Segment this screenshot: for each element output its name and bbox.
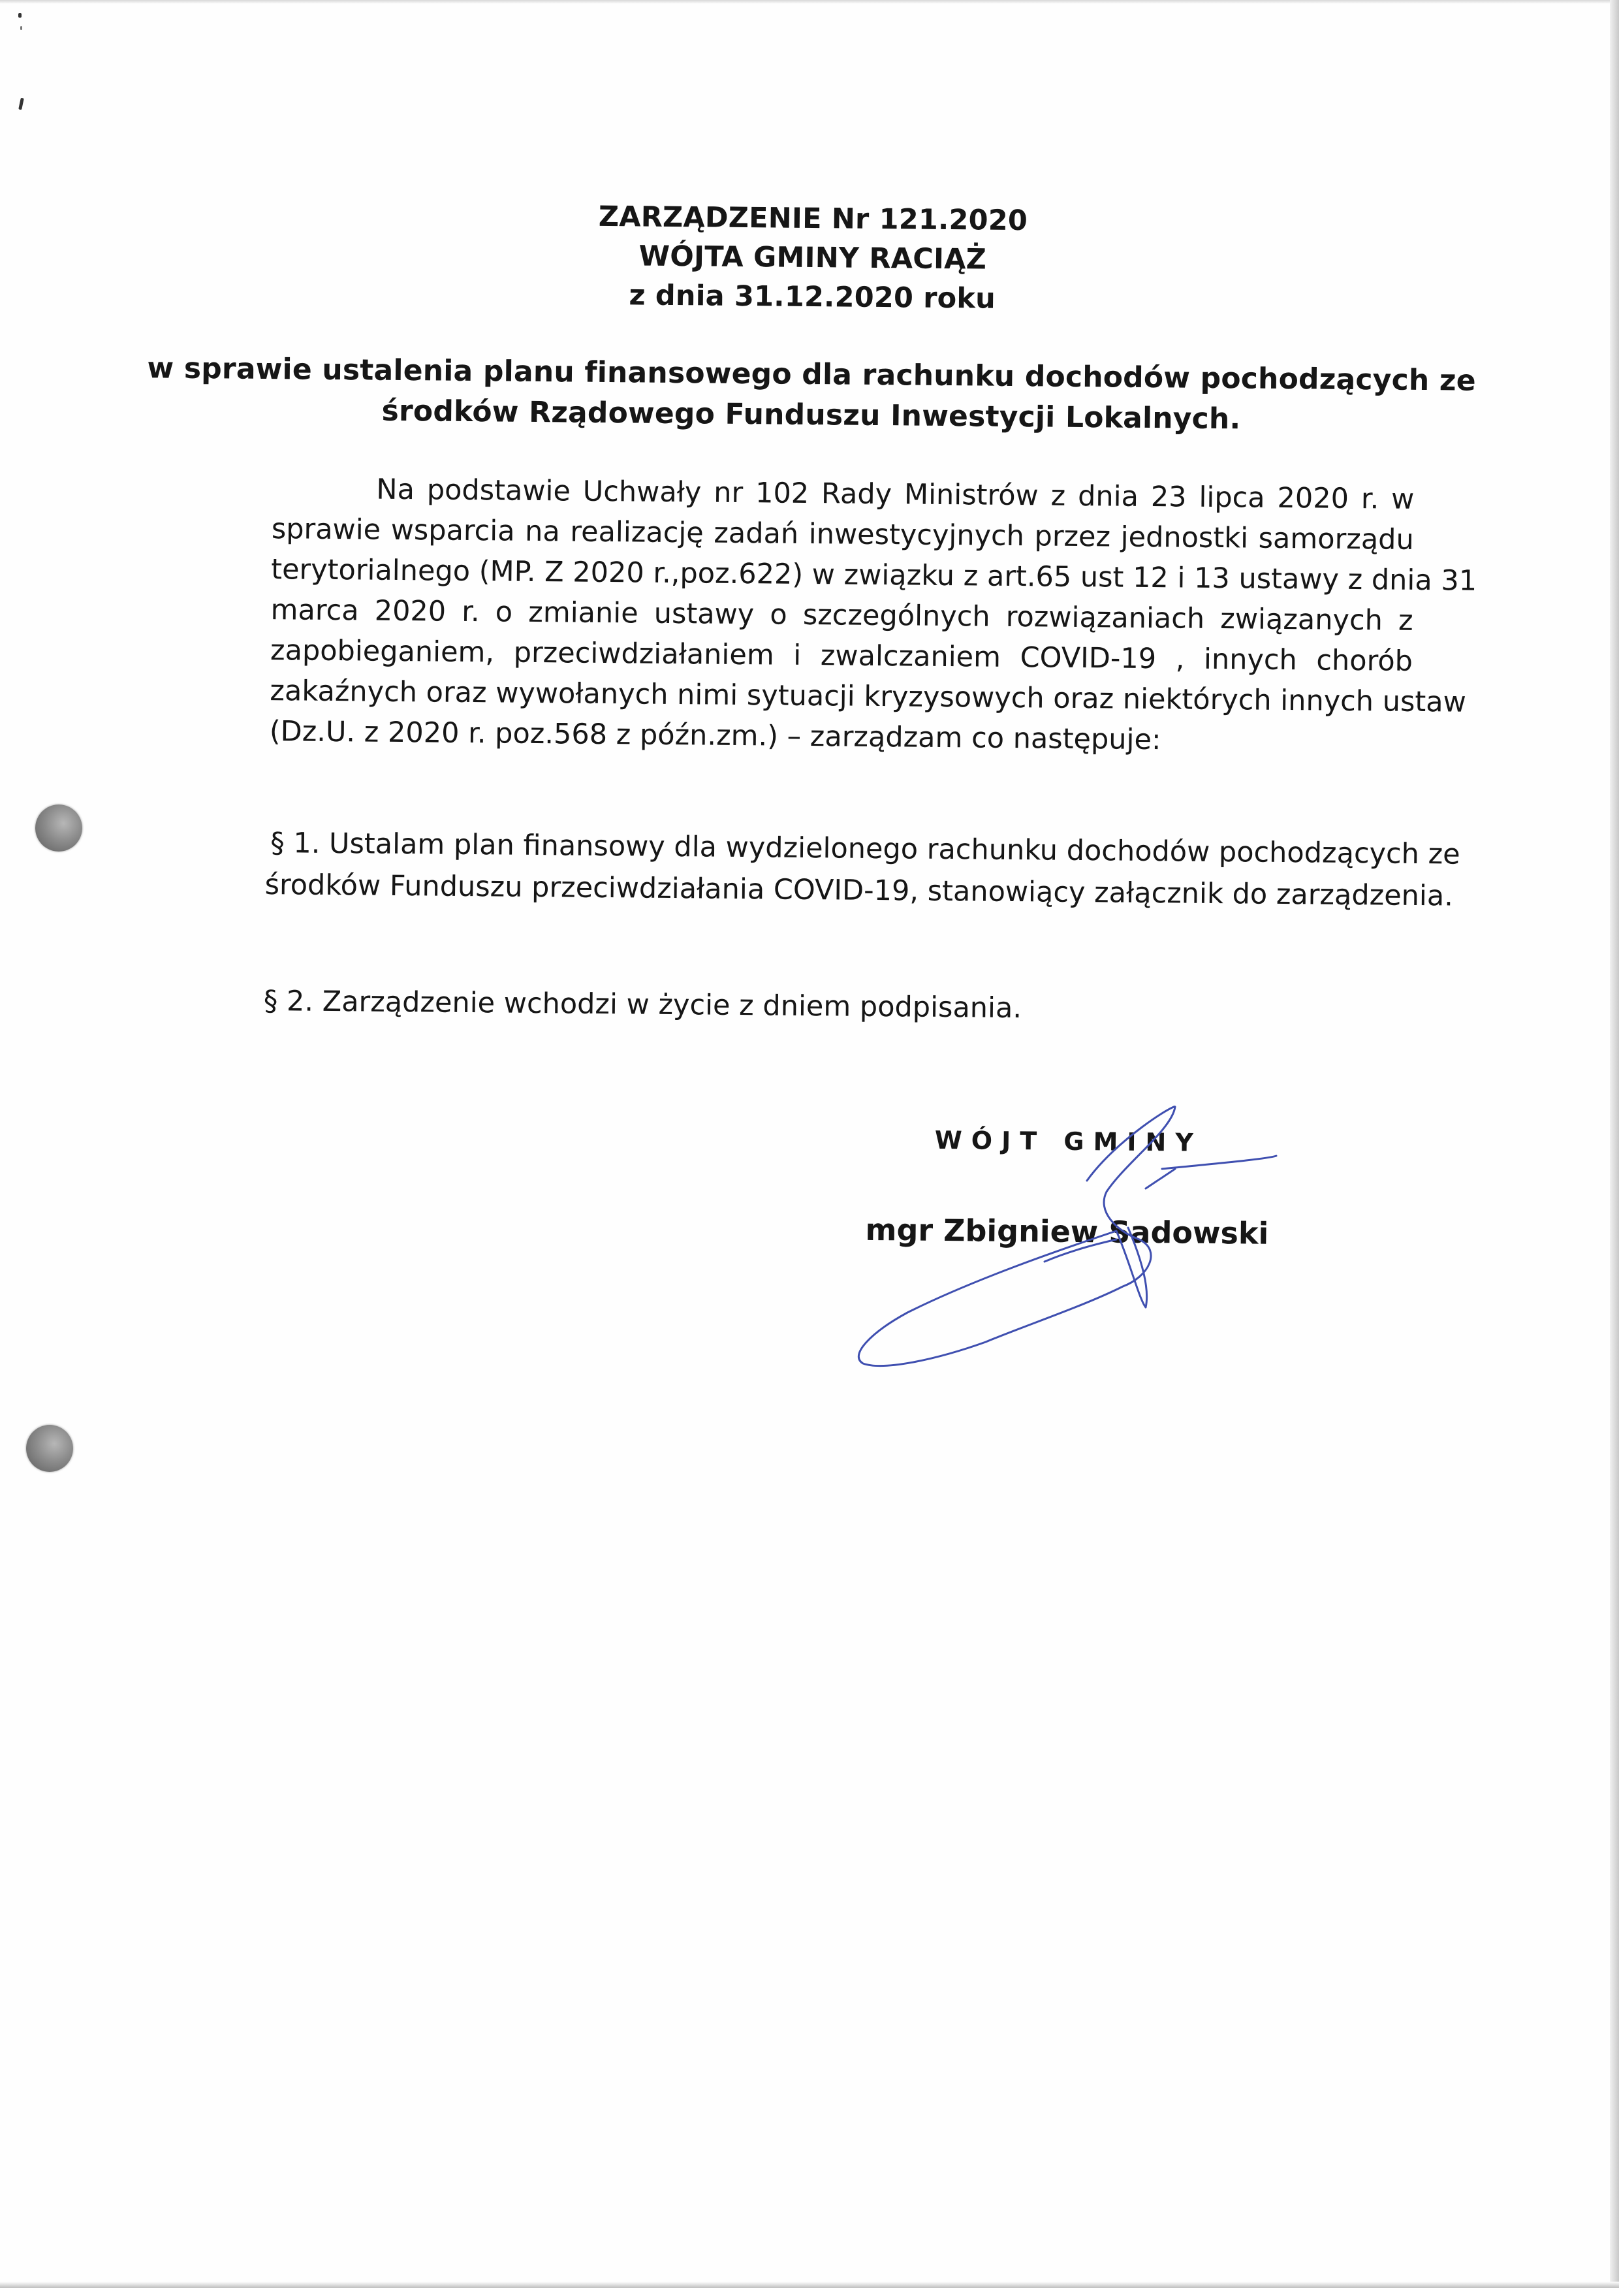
preamble-line: sprawie wsparcia na realizację zadań inwestycyjnych przez jednostki samorządu [271,513,1414,556]
handwritten-signature [810,1091,1293,1378]
document-date: z dnia 31.12.2020 roku [629,279,996,315]
preamble-line: Na podstawie Uchwały nr 102 Rady Ministrów z dnia 23 lipca 2020 r. w [376,473,1415,516]
subject-line-1: w sprawie ustalenia planu finansowego dla rachunku dochodów pochodzących ze [147,351,1477,398]
preamble-line: marca 2020 r. o zmianie ustawy o szczególnych rozwiązaniach związanych z [270,594,1413,637]
signatory-name: mgr Zbigniew Sadowski [865,1211,1269,1251]
paragraph-2: § 2. Zarządzenie wchodzi w życie z dniem podpisania. [263,985,1022,1025]
preamble-line: terytorialnego (MP. Z 2020 r.,poz.622) w związku z art.65 ust 12 i 13 ustawy z dnia 31 [270,553,1477,598]
document-title: ZARZĄDZENIE Nr 121.2020 [598,200,1028,238]
document-issuer: WÓJTA GMINY RACIĄŻ [638,240,987,276]
preamble-line: zakaźnych oraz wywołanych nimi sytuacji kryzysowych oraz niektórych innych ustaw [270,675,1467,719]
preamble-line: (Dz.U. z 2020 r. poz.568 z późn.zm.) – zarządzam co następuje: [269,715,1161,757]
paragraph-1-line-2: środków Funduszu przeciwdziałania COVID-19, stanowiący załącznik do zarządzenia. [264,869,1454,913]
subject-line-2: środków Rządowego Funduszu Inwestycji Lokalnych. [381,394,1241,436]
preamble-line: zapobieganiem, przeciwdziałaniem i zwalczaniem COVID-19 , innych chorób [270,634,1413,678]
paragraph-1-line-1: § 1. Ustalam plan finansowy dla wydzielonego rachunku dochodów pochodzących ze [270,827,1460,871]
signature-title: WÓJT GMINY [934,1125,1203,1157]
